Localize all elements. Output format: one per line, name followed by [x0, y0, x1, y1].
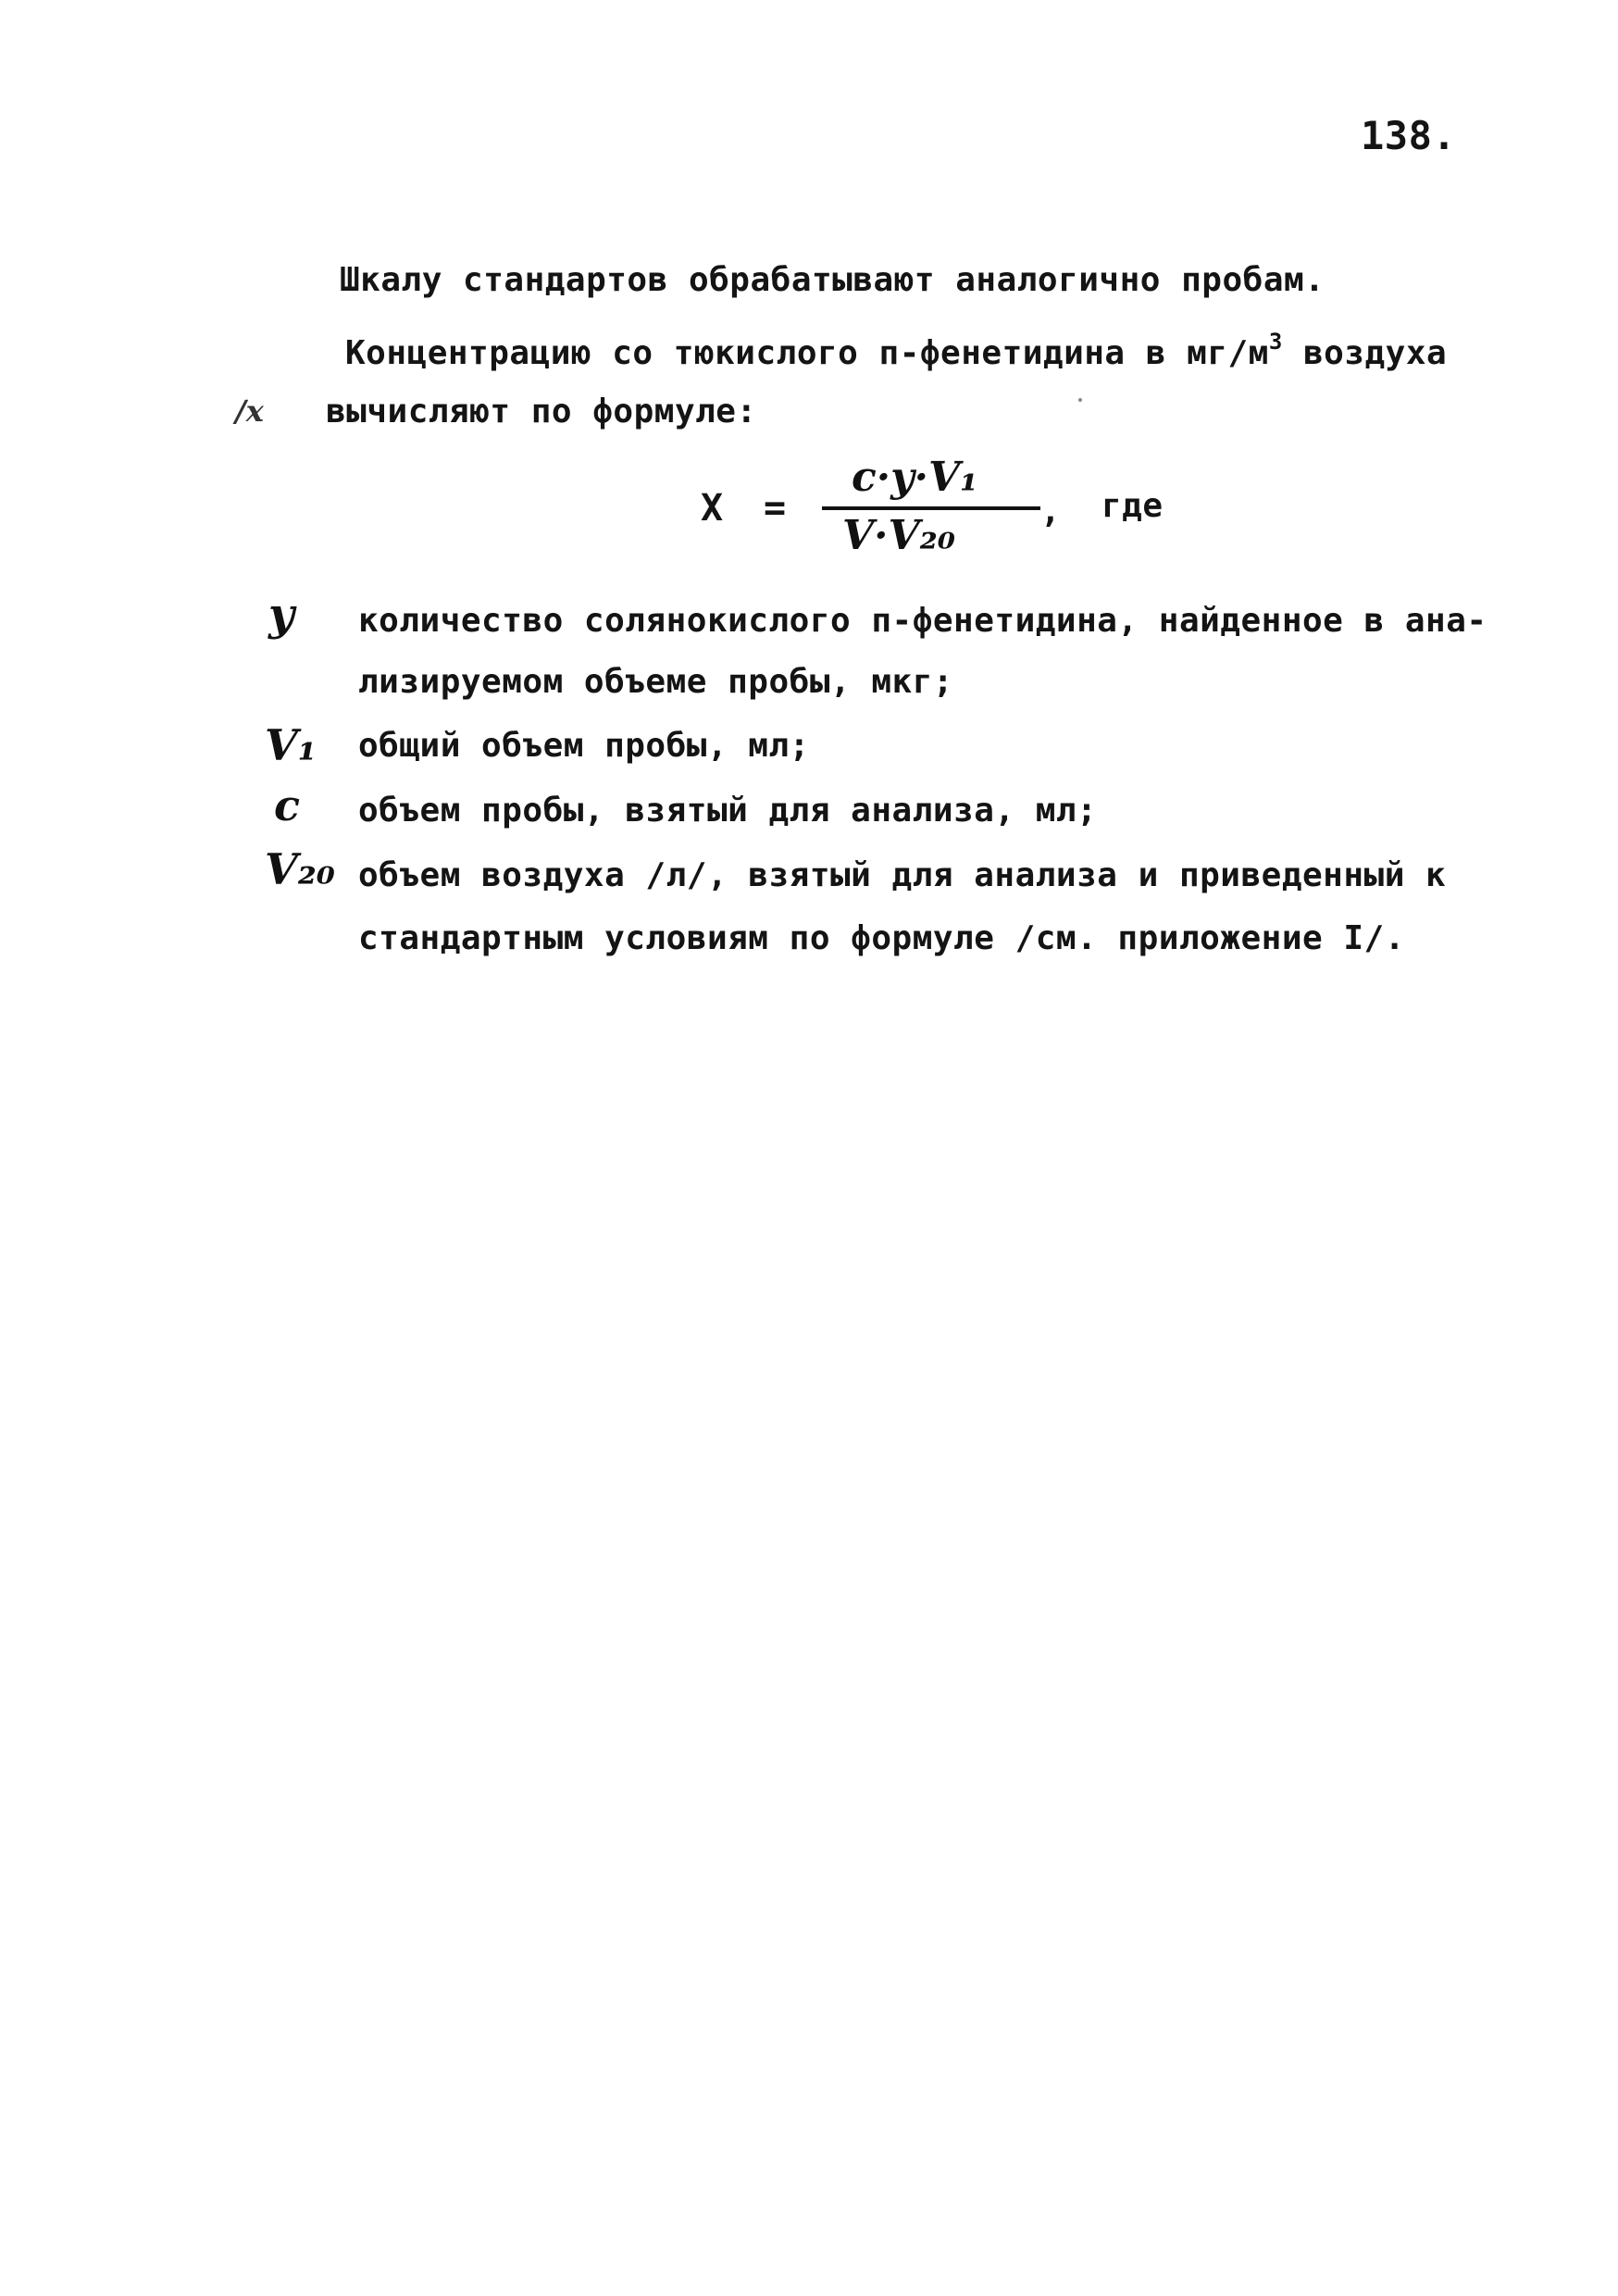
definition-text: лизируемом объеме пробы, мкг;: [358, 663, 954, 701]
formula-denominator: V·V₂₀: [842, 512, 956, 559]
definition-text: объем пробы, взятый для анализа, мл;: [358, 792, 1098, 830]
definition-text: объем воздуха /л/, взятый для анализа и приведенный к: [358, 856, 1447, 894]
formula-lhs: X: [701, 487, 724, 530]
definition-text: общий объем пробы, мл;: [358, 727, 810, 765]
handwritten-x-note: /x: [235, 393, 264, 429]
paragraph-concentration-line2: вычисляют по формуле:: [326, 393, 757, 430]
paragraph-scale-standards: Шкалу стандартов обрабатывают аналогично пробам.: [340, 261, 1326, 299]
definition-symbol: y: [268, 589, 294, 641]
fraction-bar: [822, 506, 1040, 510]
formula-where: где: [1101, 487, 1164, 525]
concentration-text: Концентрацию со тюкислого п-фенетидина в мг/м: [345, 334, 1269, 372]
paragraph-concentration-line1: [345, 329, 1447, 372]
definition-symbol: V₁: [265, 720, 317, 770]
cube-superscript: 3: [1268, 329, 1283, 355]
concentration-text-end: воздуха: [1282, 334, 1448, 372]
formula-equals: =: [764, 487, 787, 530]
definition-symbol: V₂₀: [265, 844, 335, 894]
formula-numerator: c·y·V₁: [852, 454, 978, 501]
formula-comma: ,: [1040, 493, 1062, 530]
definition-symbol: c: [274, 780, 301, 830]
scan-speck: [1078, 398, 1082, 402]
definition-text: количество солянокислого п-фенетидина, найденное в ана-: [358, 602, 1487, 640]
definition-text: стандартным условиям по формуле /см. приложение I/.: [358, 919, 1405, 957]
page-number: 138.: [1361, 113, 1457, 158]
